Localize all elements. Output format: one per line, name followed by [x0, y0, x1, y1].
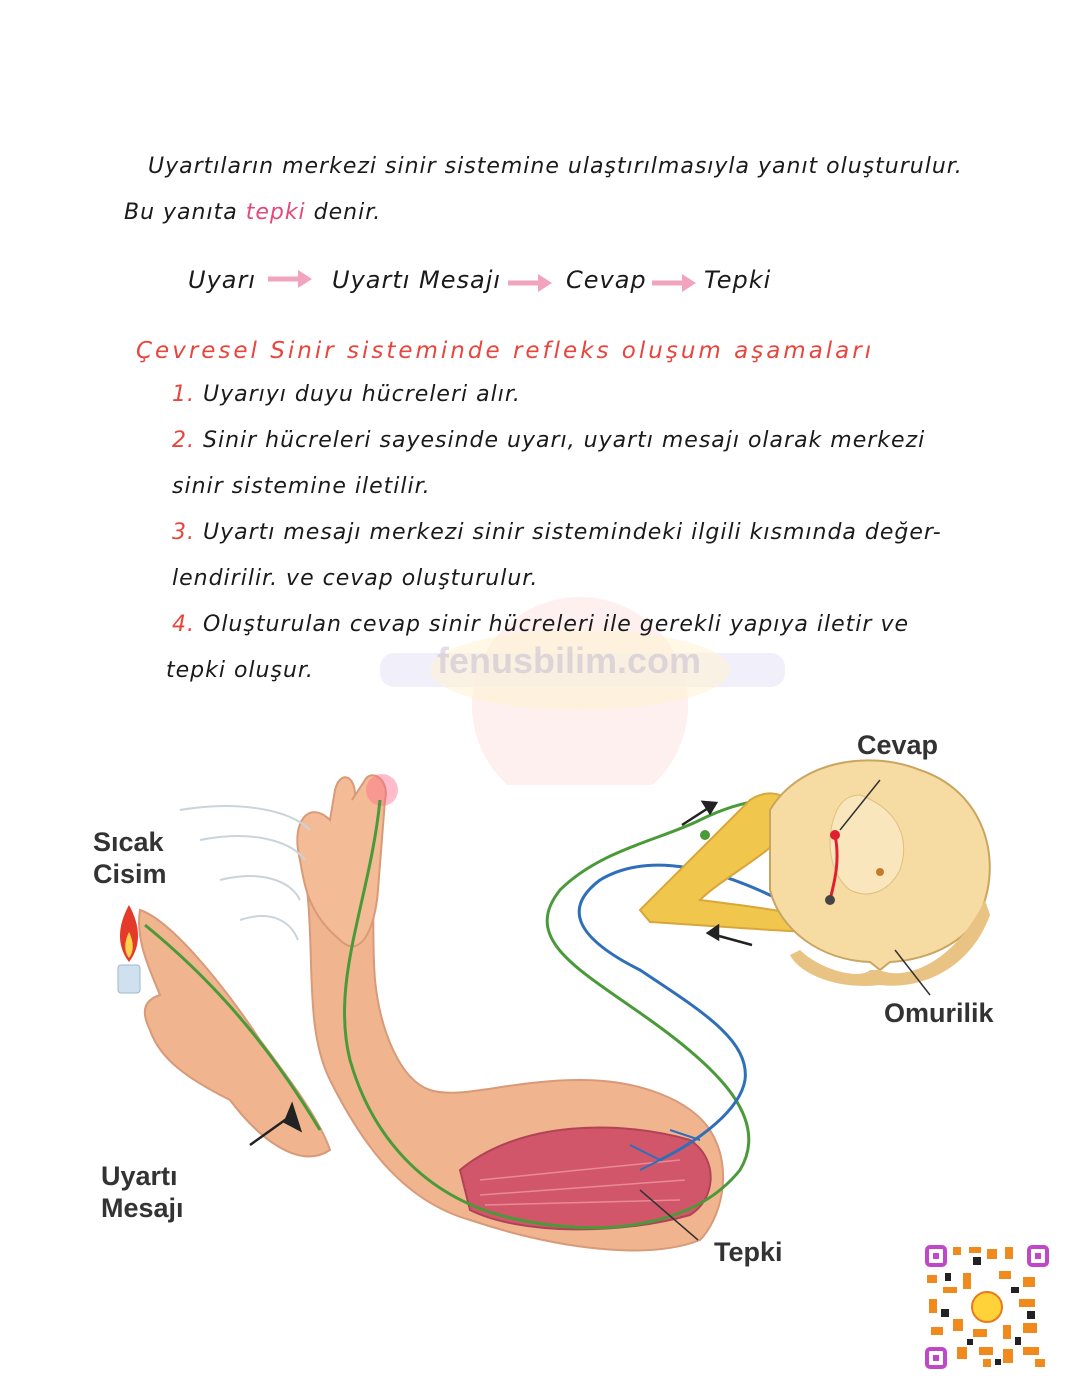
- label-hot-object-line-1: Sıcak: [93, 827, 164, 857]
- step-1: [172, 382, 521, 407]
- step-4-continued: tepki oluşur.: [166, 658, 314, 683]
- tepki-keyword: tepki: [245, 200, 306, 225]
- flow-step-uyarti-mesaji: Uyartı Mesajı: [332, 266, 502, 294]
- step-4-number: 4.: [172, 612, 195, 637]
- pointing-hand: [139, 910, 330, 1156]
- spinal-cord-section: [770, 760, 990, 986]
- step-4: [172, 612, 909, 637]
- step-1-text: Uyarıyı duyu hücreleri alır.: [203, 382, 521, 407]
- step-3-number: 3.: [172, 520, 195, 545]
- label-message-line-1: Uyartı: [101, 1161, 178, 1191]
- step-2-number: 2.: [172, 428, 195, 453]
- label-reaction: Tepki: [714, 1237, 783, 1267]
- flow-arrow-3: [650, 272, 698, 294]
- flow-step-uyari: Uyarı: [188, 266, 257, 294]
- step-3-continued: lendirilir. ve cevap oluşturulur.: [172, 566, 539, 591]
- intro-line-1: Uyartıların merkezi sinir sistemine ulaştırılmasıyla yanıt oluşturulur.: [148, 154, 963, 179]
- step-2-text: Sinir hücreleri sayesinde uyarı, uyartı mesajı olarak merkezi: [203, 428, 926, 453]
- section-title: Çevresel Sinir sisteminde refleks oluşum aşamaları: [136, 338, 875, 364]
- intro-line-2: [124, 200, 381, 225]
- flow-arrow-2: [506, 272, 554, 294]
- flow-row: [188, 262, 808, 302]
- step-2: [172, 428, 925, 453]
- step-3-text: Uyartı mesajı merkezi sinir sistemindeki ilgili kısmında değer-: [203, 520, 942, 545]
- step-4-text: Oluşturulan cevap sinir hücreleri ile gerekli yapıya iletir ve: [203, 612, 909, 637]
- label-message: [101, 1160, 184, 1224]
- label-message-line-2: Mesajı: [101, 1193, 184, 1223]
- step-1-number: 1.: [172, 382, 195, 407]
- flow-step-tepki: Tepki: [704, 266, 772, 294]
- step-2-continued: sinir sistemine iletilir.: [172, 474, 431, 499]
- watermark-text: fenusbilim.com: [437, 640, 702, 681]
- label-spinal-cord: Omurilik: [884, 998, 994, 1028]
- step-3: [172, 520, 942, 545]
- flow-step-cevap: Cevap: [566, 266, 647, 294]
- intro-line-2-pre: Bu yanıta: [124, 200, 246, 225]
- qr-code-icon: [923, 1243, 1051, 1371]
- flow-arrow-1: [266, 268, 314, 290]
- label-hot-object: [93, 826, 167, 890]
- label-hot-object-line-2: Cisim: [93, 859, 167, 889]
- candle: [118, 905, 140, 993]
- label-response: Cevap: [857, 730, 939, 760]
- intro-line-2-post: denir.: [305, 200, 382, 225]
